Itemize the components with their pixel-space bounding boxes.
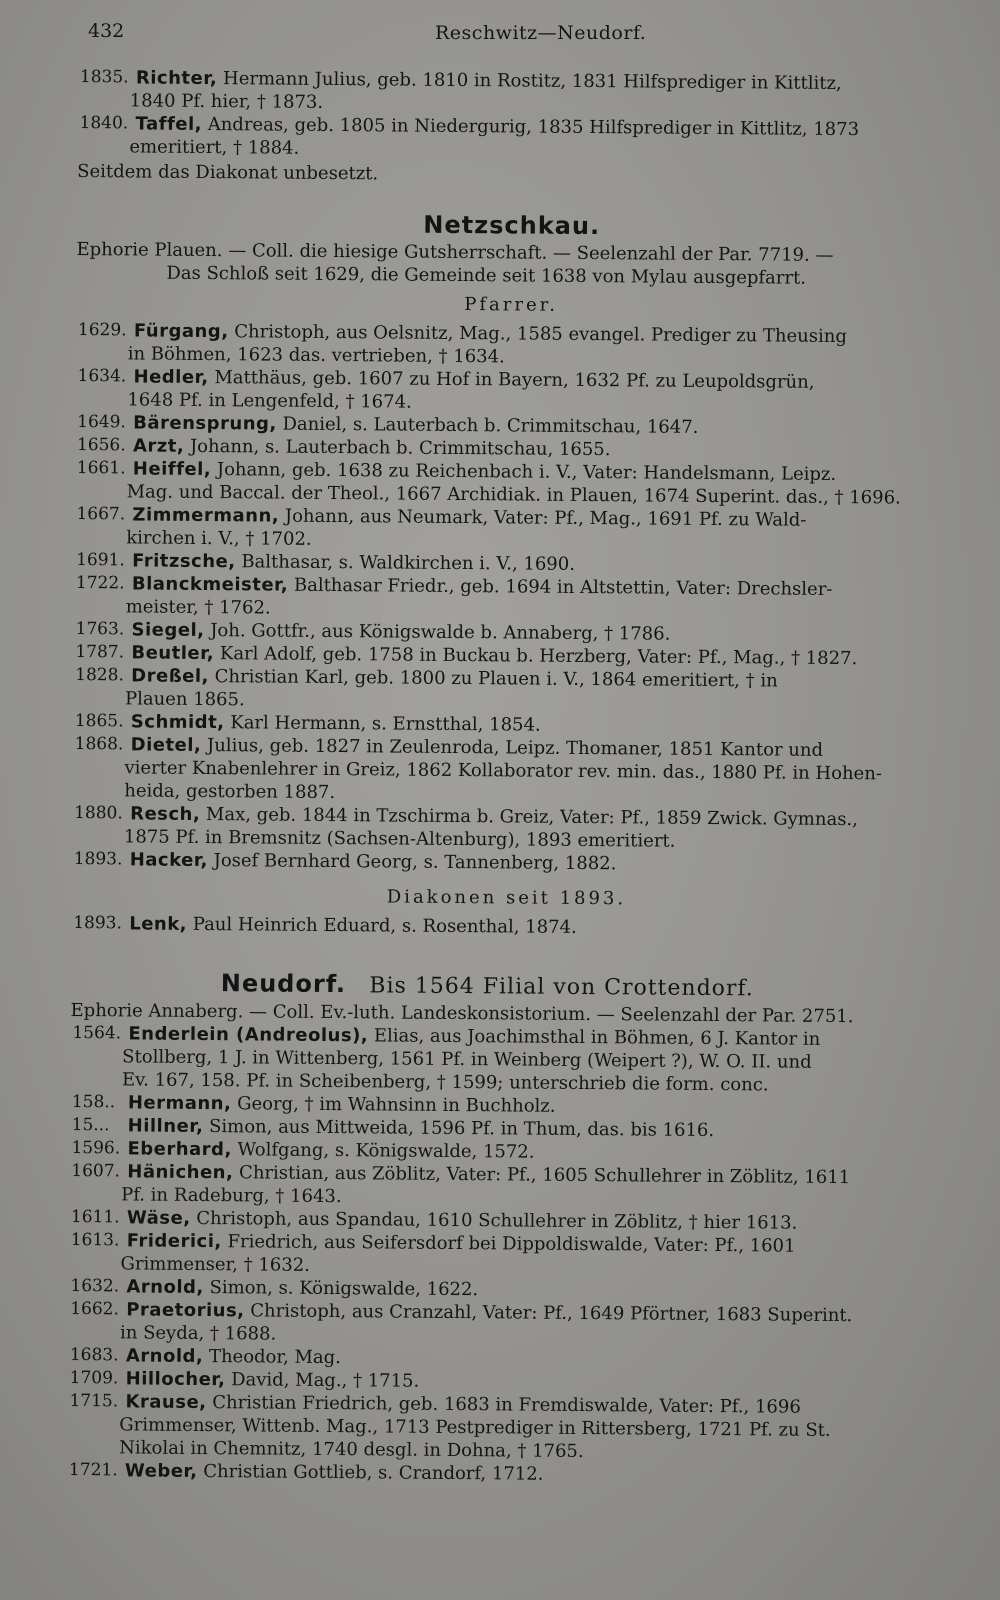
entry-continuation: 1875 Pf. in Bremsnitz (Sachsen-Altenburg), 1893 emeritiert. [123, 826, 676, 852]
entry-text: Balthasar, s. Waldkirchen i. V., 1690. [241, 551, 576, 575]
entry-continuation: Grimmenser, Wittenb. Mag., 1713 Pestprediger in Rittersberg, 1721 Pf. zu St. Nikolai in Chemnitz, 1740 desgl. in Dohna, † 1765. [119, 1414, 831, 1463]
entry-text: Matthäus, geb. 1607 zu Hof in Bayern, 1632 Pf. zu Leupoldsgrün, [214, 367, 815, 393]
entry [67, 1390, 938, 1466]
page-content [67, 66, 948, 1489]
entry-name: Zimmermann, [132, 504, 280, 527]
entry-year: 1607. [71, 1160, 121, 1182]
entry-name: Bärensprung, [133, 412, 277, 435]
entry-year: 1763. [75, 618, 125, 640]
entry-year: 1613. [70, 1229, 120, 1251]
neudorf-intro: Ephorie Annaberg. — Coll. Ev.-luth. Landeskonsistorium. — Seelenzahl der Par. 2751. [70, 999, 854, 1028]
entry-year: 1611. [70, 1206, 120, 1228]
entry-text: Friedrich, aus Seifersdorf bei Dippoldiswalde, Vater: Pf., 1601 [227, 1231, 796, 1257]
entry-name: Eberhard, [127, 1138, 232, 1161]
neudorf-title: Neudorf. [220, 969, 347, 999]
entry-continuation: in Seyda, † 1688. [119, 1322, 277, 1345]
entry-text: Christoph, aus Spandau, 1610 Schullehrer in Zöblitz, † hier 1613. [196, 1207, 798, 1234]
entry-text: Christian Karl, geb. 1800 zu Plauen i. V., 1864 emeritiert, † in [214, 666, 778, 692]
netzschkau-title: Netzschkau. [423, 210, 601, 241]
entry-text: Christian Friedrich, geb. 1683 in Fremdiswalde, Vater: Pf., 1696 [212, 1392, 801, 1418]
entry-continuation: Pf. in Radeburg, † 1643. [121, 1184, 342, 1208]
entry-text: Joh. Gottfr., aus Königswalde b. Annaberg, † 1786. [210, 620, 671, 645]
entry-continuation: Grimmenser, † 1632. [120, 1253, 311, 1276]
entry-year: 1840. [79, 113, 129, 134]
top-entries [77, 66, 948, 165]
entry-name: Friderici, [126, 1230, 222, 1253]
entry-name: Hillner, [127, 1115, 204, 1138]
entry-name: Taffel, [135, 113, 203, 135]
entry-year: 15... [71, 1114, 110, 1136]
entry-year: 1722. [75, 573, 125, 594]
entry [69, 1160, 939, 1213]
entry-year: 1564. [72, 1022, 122, 1044]
entry-name: Beutler, [131, 642, 215, 665]
page-header [80, 20, 950, 50]
entry [69, 1229, 939, 1282]
entry-name: Dreßel, [131, 665, 209, 688]
entry-year: 1683. [69, 1344, 119, 1366]
entry-continuation: Stollberg, 1 J. in Wittenberg, 1561 Pf. in Weinberg (Weipert ?), W. O. II. und Ev. 167, 158. Pf. in Scheibenberg, † 1599; unterschrieb die form. conc. [121, 1046, 812, 1096]
entry-name: Arnold, [125, 1345, 204, 1368]
entry-year: 1656. [76, 435, 126, 456]
entry-text: Julius, geb. 1827 in Zeulenroda, Leipz. Thomaner, 1851 Kantor und [206, 735, 824, 761]
entry-text: Balthasar Friedr., geb. 1694 in Altstettin, Vater: Drechsler- [293, 574, 833, 600]
entry-text: Christoph, aus Cranzahl, Vater: Pf., 1649 Pförtner, 1683 Superint. [250, 1300, 853, 1327]
entry-name: Arzt, [132, 435, 185, 457]
entry-year: 1787. [75, 641, 125, 663]
entry [75, 457, 945, 510]
entry-text: Wolfgang, s. Königswalde, 1572. [237, 1139, 535, 1163]
running-title: Reschwitz—Neudorf. [435, 22, 647, 44]
entry-name: Hillocher, [125, 1368, 226, 1391]
entry [78, 66, 948, 119]
entry-continuation: kirchen i. V., † 1702. [126, 527, 312, 550]
entry [76, 319, 946, 372]
entry-text: Johann, geb. 1638 zu Reichenbach i. V., Vater: Handelsmann, Leipz. [216, 459, 837, 485]
entry-year: 1649. [77, 412, 126, 433]
entry-year: 1865. [74, 710, 124, 732]
entry-name: Fürgang, [133, 320, 229, 343]
entry-continuation: in Böhmen, 1623 das. vertrieben, † 1634. [127, 343, 505, 368]
entry-name: Hermann, [127, 1092, 232, 1115]
neudorf-entries [67, 1022, 941, 1489]
netzschkau-entries [72, 319, 946, 878]
entry [70, 1022, 941, 1098]
entry-text: Christian, aus Zöblitz, Vater: Pf., 1605 Schullehrer in Zöblitz, 1611 [239, 1162, 851, 1189]
entry-year: 1662. [70, 1298, 119, 1320]
diakonen-entries [71, 912, 941, 942]
entry-text: Elias, aus Joachimsthal in Böhmen, 6 J. Kantor in [373, 1025, 821, 1050]
entry-name: Praetorius, [126, 1299, 245, 1322]
entry [68, 1298, 938, 1351]
entry-year: 1893. [73, 848, 123, 870]
pfarrer-heading: Pfarrer. [464, 294, 559, 316]
entry-text: Max, geb. 1844 in Tzschirma b. Greiz, Vater: Pf., 1859 Zwick. Gymnas., [205, 804, 859, 831]
diakonen-heading: Diakonen seit 1893. [386, 886, 627, 910]
entry-name: Lenk, [129, 913, 188, 935]
entry-text: Georg, † im Wahnsinn in Buchholz. [237, 1093, 556, 1117]
entry-name: Hacker, [129, 849, 209, 872]
entry-text: Hermann Julius, geb. 1810 in Rostitz, 1831 Hilfsprediger in Kittlitz, [222, 68, 842, 94]
entry [71, 912, 941, 942]
entry [72, 733, 943, 809]
page-number: 432 [88, 20, 125, 42]
entry-text: Johann, aus Neumark, Vater: Pf., Mag., 1691 Pf. zu Wald- [284, 505, 807, 531]
entry [74, 572, 944, 625]
entry-name: Heiffel, [132, 458, 212, 481]
entry-year: 1634. [77, 366, 127, 387]
entry-name: Schmidt, [130, 711, 225, 734]
entry-text: Johann, s. Lauterbach b. Crimmitschau, 1655. [189, 435, 611, 461]
entry-name: Hänichen, [127, 1161, 234, 1184]
entry-continuation: Mag. und Baccal. der Theol., 1667 Archidiak. in Plauen, 1674 Superint. das., † 1696. [126, 481, 901, 509]
entry-year: 1893. [73, 912, 123, 934]
entry [75, 365, 945, 418]
entry-continuation: vierter Knabenlehrer in Greiz, 1862 Kollaborator rev. min. das., 1880 Pf. in Hohen- heida, gestorben 1887. [124, 757, 883, 804]
entry-year: 1709. [69, 1367, 119, 1389]
entry-year: 1629. [77, 320, 127, 341]
entry-year: 1835. [79, 67, 129, 88]
entry-year: 1715. [69, 1390, 119, 1412]
diakonat-note: Seitdem das Diakonat unbesetzt. [77, 160, 379, 185]
entry-name: Fritzsche, [132, 550, 236, 573]
entry-continuation: 1648 Pf. in Lengenfeld, † 1674. [127, 389, 412, 413]
entry-text: Simon, aus Mittweida, 1596 Pf. in Thum, das. bis 1616. [208, 1116, 715, 1142]
entry-text: Theodor, Mag. [208, 1346, 342, 1369]
entry-name: Krause, [125, 1391, 207, 1414]
entry-name: Enderlein (Andreolus), [128, 1023, 369, 1047]
entry [74, 503, 944, 556]
entry-text: Josef Bernhard Georg, s. Tannenberg, 1882. [213, 850, 617, 875]
entry-year: 1691. [76, 550, 125, 571]
entry-continuation: Plauen 1865. [124, 688, 245, 711]
entry-text: Simon, s. Königswalde, 1622. [209, 1277, 479, 1301]
entry-text: Christoph, aus Oelsnitz, Mag., 1585 evangel. Prediger zu Theusing [234, 321, 847, 348]
entry-year: 1632. [70, 1275, 120, 1297]
entry-name: Richter, [135, 67, 218, 90]
entry-name: Blanckmeister, [131, 573, 289, 596]
entry-text: Karl Adolf, geb. 1758 in Buckau b. Herzberg, Vater: Pf., Mag., † 1827. [219, 643, 858, 670]
neudorf-subtitle: Bis 1564 Filial von Crottendorf. [369, 973, 754, 1002]
entry-name: Siegel, [131, 619, 205, 642]
entry-name: Resch, [130, 803, 201, 825]
entry-text: David, Mag., † 1715. [231, 1369, 420, 1392]
entry-text: Daniel, s. Lauterbach b. Crimmitschau, 1647. [282, 413, 699, 438]
entry-continuation: emeritiert, † 1884. [129, 136, 300, 159]
entry-year: 1868. [74, 733, 124, 755]
entry-text: Karl Hermann, s. Ernstthal, 1854. [230, 712, 541, 736]
entry-text: Paul Heinrich Eduard, s. Rosenthal, 1874. [192, 913, 577, 938]
entry-name: Weber, [124, 1460, 198, 1482]
entry-name: Dietel, [130, 734, 202, 756]
netzschkau-intro-1: Ephorie Plauen. — Coll. die hiesige Gutsherrschaft. — Seelenzahl der Par. 7719. — [76, 238, 834, 266]
entry-year: 1661. [76, 458, 126, 479]
entry-continuation: 1840 Pf. hier, † 1873. [129, 90, 324, 113]
entry-year: 1596. [71, 1137, 121, 1159]
entry [73, 664, 943, 717]
entry-name: Arnold, [126, 1276, 204, 1299]
entry-text: Christian Gottlieb, s. Crandorf, 1712. [203, 1461, 544, 1485]
entry-text: Andreas, geb. 1805 in Niedergurig, 1835 Hilfsprediger in Kittlitz, 1873 [207, 114, 860, 141]
entry-name: Wäse, [126, 1207, 191, 1229]
entry-year: 1880. [74, 802, 123, 824]
entry-name: Hedler, [133, 366, 209, 389]
entry [72, 802, 942, 855]
entry-continuation: meister, † 1762. [125, 596, 271, 619]
neudorf-heading [71, 971, 941, 1002]
entry [77, 112, 947, 165]
entry-year: 1667. [76, 504, 126, 525]
netzschkau-intro-2: Das Schloß seit 1629, die Gemeinde seit 1638 von Mylau ausgepfarrt. [166, 262, 807, 289]
entry-year: 1828. [75, 664, 124, 686]
entry-year: 158.. [71, 1091, 116, 1113]
entry-year: 1721. [68, 1459, 118, 1481]
